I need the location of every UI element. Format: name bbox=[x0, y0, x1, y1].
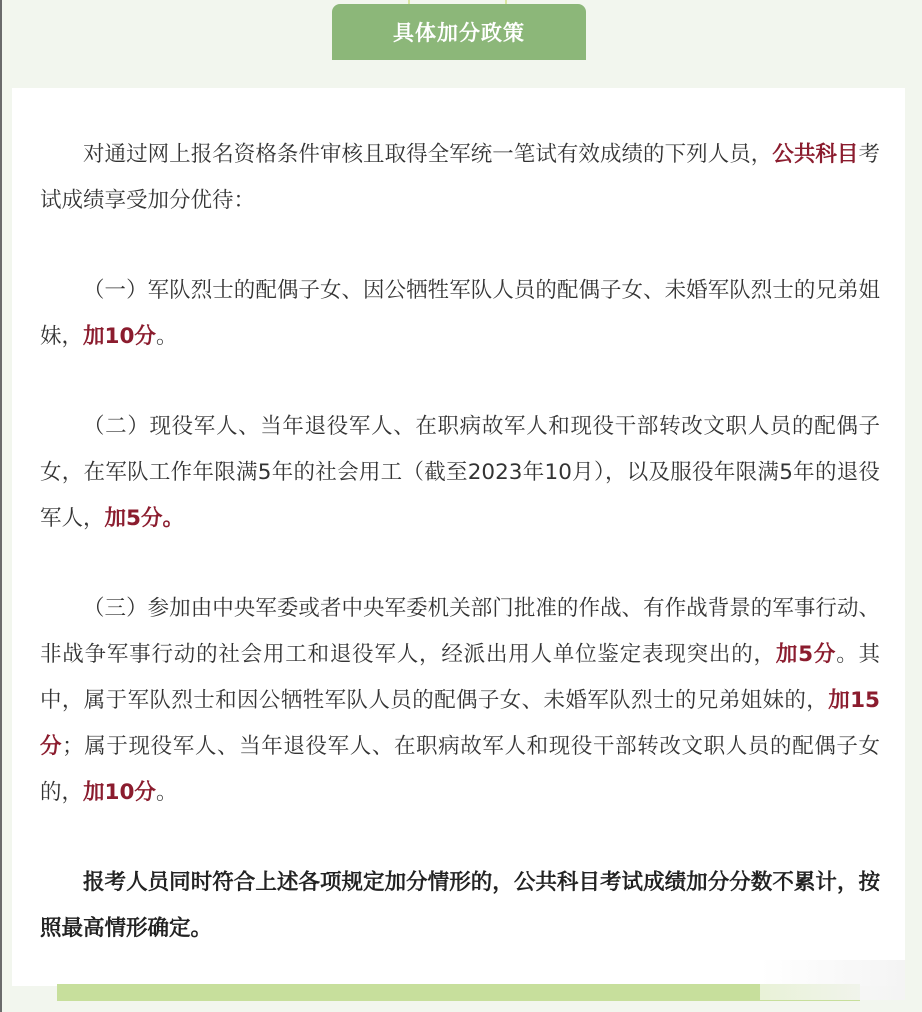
footer-bar bbox=[57, 984, 860, 1001]
paragraph-text: （二）现役军人、当年退役军人、在职病故军人和现役干部转改文职人员的配偶子女，在军队工作年限满5年的社会用工（截至2023年10月），以及服役年限满5年的退役军人， bbox=[40, 414, 880, 531]
policy-paragraph bbox=[40, 586, 880, 816]
paragraph-text: 。 bbox=[155, 324, 178, 349]
highlighted-text: 加10分 bbox=[83, 780, 156, 805]
paragraph-text: 考试成绩享受加分优待： bbox=[40, 142, 880, 213]
page-left-border bbox=[0, 0, 2, 1012]
paragraph-text: ；属于现役军人、当年退役军人、在职病故军人和现役干部转改文职人员的配偶子女的， bbox=[40, 734, 880, 805]
policy-paragraph bbox=[40, 132, 880, 224]
highlighted-text: 加5分。 bbox=[104, 506, 184, 531]
paragraph-text: （一）军队烈士的配偶子女、因公牺牲军队人员的配偶子女、未婚军队烈士的兄弟姐妹， bbox=[40, 278, 880, 349]
policy-paragraph bbox=[40, 860, 880, 952]
section-title: 具体加分政策 bbox=[332, 4, 586, 60]
policy-content bbox=[40, 132, 880, 996]
paragraph-text: 。其中，属于军队烈士和因公牺牲军队人员的配偶子女、未婚军队烈士的兄弟姐妹的， bbox=[40, 642, 880, 713]
paragraph-text: 对通过网上报名资格条件审核且取得全军统一笔试有效成绩的下列人员， bbox=[83, 142, 773, 167]
highlighted-text: 加15分 bbox=[40, 688, 881, 759]
highlighted-text: 公共科目 bbox=[772, 142, 859, 167]
policy-paragraph bbox=[40, 404, 880, 542]
paragraph-text: 。 bbox=[155, 780, 178, 805]
highlighted-text: 加10分 bbox=[83, 324, 156, 349]
watermark-area bbox=[760, 960, 905, 1000]
policy-paragraph bbox=[40, 268, 880, 360]
paragraph-text: （三）参加由中央军委或者中央军委机关部门批准的作战、有作战背景的军事行动、非战争军事行动的社会用工和退役军人，经派出用人单位鉴定表现突出的， bbox=[40, 596, 880, 667]
paragraph-text: 报考人员同时符合上述各项规定加分情形的，公共科目考试成绩加分分数不累计，按照最高情形确定。 bbox=[40, 870, 880, 941]
highlighted-text: 加5分 bbox=[775, 642, 837, 667]
